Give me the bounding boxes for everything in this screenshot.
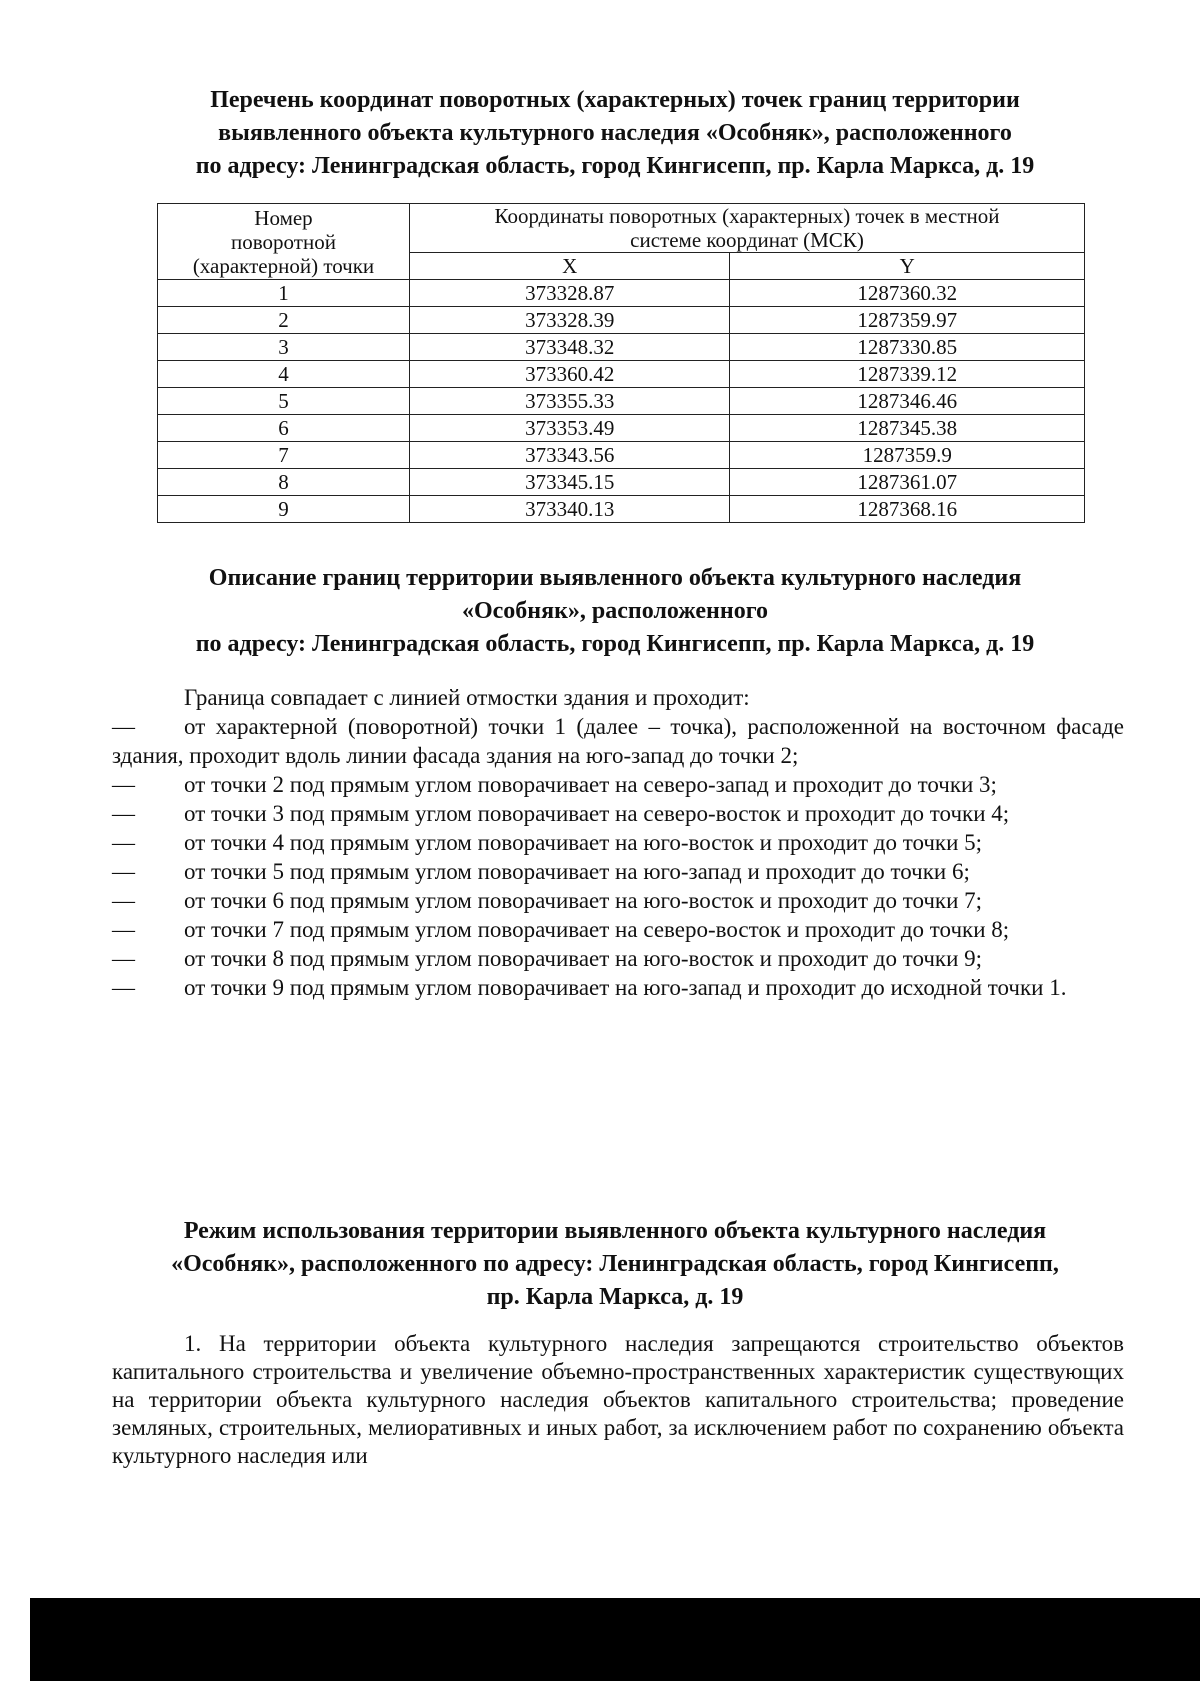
header-y: Y (730, 253, 1085, 280)
title-line: «Особняк», расположенного (461, 598, 769, 624)
point-number: 2 (158, 307, 410, 334)
list-item: — от точки 6 под прямым углом поворачивает на юго-восток и проходит до точки 7; (112, 888, 983, 913)
list-item: — от точки 8 под прямым углом поворачивает на юго-восток и проходит до точки 9; (112, 946, 983, 971)
list-item: — от точки 4 под прямым углом поворачивает на юго-восток и проходит до точки 5; (112, 830, 983, 855)
coord-x: 373360.42 (410, 361, 730, 388)
list-item: — от точки 9 под прямым углом поворачивает на юго-запад и проходит до исходной точки 1. (112, 975, 1067, 1000)
table-row (158, 415, 1085, 442)
list-item: — от точки 2 под прямым углом поворачивает на северо-запад и проходит до точки 3; (112, 772, 997, 797)
table-row (158, 496, 1085, 523)
coord-y: 1287346.46 (730, 388, 1085, 415)
title-line: по адресу: Ленинградская область, город Кингисепп, пр. Карла Маркса, д. 19 (195, 631, 1035, 657)
list-item: — от характерной (поворотной) точки 1 (далее – точка), расположенной на восточном фасаде здания, проходит вдоль линии фасада здания на юго-запад до точки 2; (112, 714, 1124, 768)
coord-y: 1287360.32 (730, 280, 1085, 307)
table-row (158, 442, 1085, 469)
section2-title (110, 562, 1120, 661)
coordinates-table (157, 203, 1085, 523)
paragraph-text: 1. На территории объекта культурного наследия запрещаются строительство объектов капитального строительства и увеличение объемно-пространственных характеристик существующих на территории объекта культурного наследия объектов капитального строительства; проведение земляных, строительных, мелиоративных и иных работ, за исключением работ по сохранению объекта культурного наследия или (112, 1331, 1124, 1468)
usage-regime (112, 1330, 1124, 1470)
title-line: Режим использования территории выявленного объекта культурного наследия (183, 1218, 1047, 1244)
point-number: 8 (158, 469, 410, 496)
coord-x: 373340.13 (410, 496, 730, 523)
point-number: 5 (158, 388, 410, 415)
section3-title (110, 1215, 1120, 1314)
coord-x: 373328.87 (410, 280, 730, 307)
table-row (158, 361, 1085, 388)
coord-y: 1287330.85 (730, 334, 1085, 361)
coord-y: 1287368.16 (730, 496, 1085, 523)
title-line: «Особняк», расположенного по адресу: Ленинградская область, город Кингисепп, (171, 1251, 1059, 1277)
table-row (158, 388, 1085, 415)
table-row (158, 280, 1085, 307)
point-number: 6 (158, 415, 410, 442)
coord-x: 373348.32 (410, 334, 730, 361)
list-item: — от точки 3 под прямым углом поворачивает на северо-восток и проходит до точки 4; (112, 801, 1010, 826)
header-coordinates: Координаты поворотных (характерных) точек в местной системе координат (МСК) (410, 204, 1085, 253)
list-item: — от точки 5 под прямым углом поворачивает на юго-запад и проходит до точки 6; (112, 859, 970, 884)
title-line: пр. Карла Маркса, д. 19 (486, 1284, 744, 1310)
coord-x: 373345.15 (410, 469, 730, 496)
point-number: 4 (158, 361, 410, 388)
intro-text: Граница совпадает с линией отмостки здания и проходит: (184, 685, 750, 710)
coord-x: 373353.49 (410, 415, 730, 442)
header-point-number: Номер поворотной (характерной) точки (158, 204, 410, 280)
section1-title (110, 84, 1120, 183)
coord-y: 1287339.12 (730, 361, 1085, 388)
coord-x: 373355.33 (410, 388, 730, 415)
title-line: Описание границ территории выявленного объекта культурного наследия (208, 565, 1022, 591)
point-number: 1 (158, 280, 410, 307)
list-item: — от точки 7 под прямым углом поворачивает на северо-восток и проходит до точки 8; (112, 917, 1010, 942)
title-line: по адресу: Ленинградская область, город Кингисепп, пр. Карла Маркса, д. 19 (195, 153, 1035, 179)
title-line: Перечень координат поворотных (характерных) точек границ территории (210, 87, 1020, 113)
table-row (158, 307, 1085, 334)
coord-y: 1287361.07 (730, 469, 1085, 496)
coord-y: 1287359.97 (730, 307, 1085, 334)
boundary-description (112, 683, 1124, 1002)
title-line: выявленного объекта культурного наследия «Особняк», расположенного (218, 120, 1012, 146)
scan-dark-border (30, 1598, 1200, 1681)
point-number: 3 (158, 334, 410, 361)
table-row (158, 469, 1085, 496)
point-number: 9 (158, 496, 410, 523)
coord-y: 1287345.38 (730, 415, 1085, 442)
coord-x: 373343.56 (410, 442, 730, 469)
table-row (158, 334, 1085, 361)
header-x: X (410, 253, 730, 280)
coord-y: 1287359.9 (730, 442, 1085, 469)
coord-x: 373328.39 (410, 307, 730, 334)
point-number: 7 (158, 442, 410, 469)
